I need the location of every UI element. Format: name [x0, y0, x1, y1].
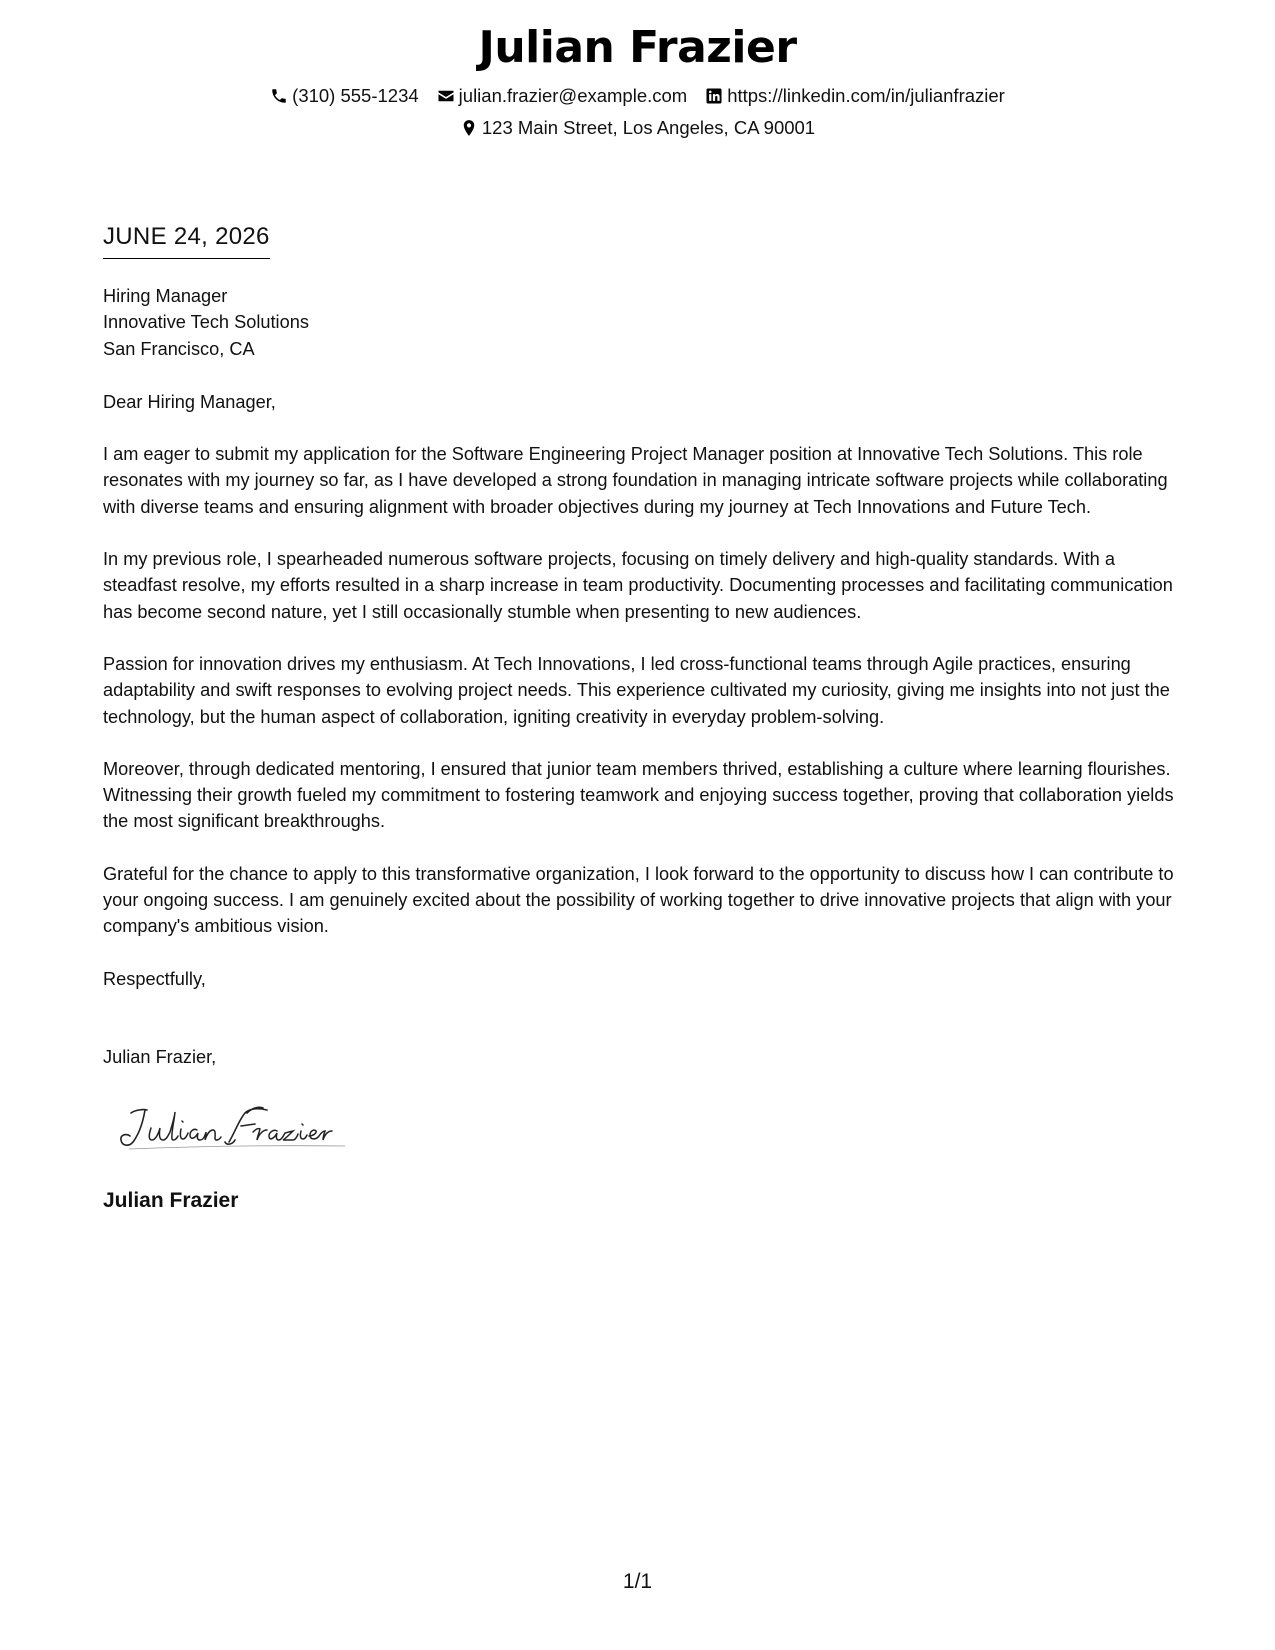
- contact-phone: [270, 84, 419, 108]
- closing: Respectfully,: [103, 968, 206, 989]
- recipient-title: Hiring Manager: [103, 286, 228, 306]
- body-paragraph: Grateful for the chance to apply to this transformative organization, I look forward to the opportunity to discuss how I can contribute to your ongoing success. I am genuinely excited about the possibility of working together to drive innovative projects that align with your company's ambitious vision.: [103, 863, 1174, 937]
- address-row: [0, 116, 1275, 140]
- letter-header: [0, 22, 1275, 140]
- body-paragraph: In my previous role, I spearheaded numerous software projects, focusing on timely delivery and high-quality standards. With a steadfast resolve, my efforts resulted in a sharp increase in team productivity. Documenting processes and facilitating communication has become second nature, yet I still occasionally stumble when presenting to new audiences.: [103, 549, 1173, 622]
- printed-name: Julian Frazier: [103, 1188, 239, 1212]
- salutation: Dear Hiring Manager,: [103, 391, 276, 412]
- applicant-name: Julian Frazier: [478, 22, 797, 73]
- date-block: [103, 222, 270, 259]
- linkedin-icon: [705, 87, 723, 105]
- address-text: 123 Main Street, Los Angeles, CA 90001: [481, 117, 816, 138]
- body-paragraph: I am eager to submit my application for the Software Engineering Project Manager position at Innovative Tech Solutions. This role resonates with my journey so far, as I have developed a strong foundation in managing intricate software projects while collaborating with diverse teams and ensuring alignment with broader objectives during my journey at Tech Innovations and Future Tech.: [103, 444, 1168, 517]
- recipient-location: San Francisco, CA: [103, 338, 255, 359]
- phone-text: (310) 555-1234: [292, 85, 419, 106]
- envelope-icon: [437, 87, 455, 105]
- letter-date: JUNE 24, 2026: [103, 222, 270, 259]
- letter-body: [103, 283, 1178, 1214]
- email-link[interactable]: julian.frazier@example.com: [458, 85, 688, 106]
- page-number: 1/1: [622, 1570, 653, 1593]
- linkedin-link[interactable]: https://linkedin.com/in/julianfrazier: [727, 85, 1005, 106]
- body-paragraph: Moreover, through dedicated mentoring, I ensured that junior team members thrived, establishing a culture where learning flourishes. Witnessing their growth fueled my commitment to fostering teamwork and enjoying success together, proving that collaboration yields the most significant breakthroughs.: [103, 758, 1174, 832]
- contact-address: [460, 116, 815, 140]
- contact-email[interactable]: [437, 84, 688, 108]
- contact-linkedin[interactable]: [705, 84, 1005, 108]
- map-pin-icon: [460, 119, 478, 137]
- phone-icon: [270, 87, 288, 105]
- recipient-block: [103, 283, 1178, 362]
- recipient-company: Innovative Tech Solutions: [103, 312, 309, 333]
- handwritten-signature: [117, 1100, 357, 1152]
- contact-row: [0, 84, 1275, 108]
- body-paragraph: Passion for innovation drives my enthusiasm. At Tech Innovations, I led cross-functional teams through Agile practices, ensuring adaptability and swift responses to evolving project needs. This experience cultivated my curiosity, giving me insights into not just the technology, but the human aspect of collaboration, igniting creativity in everyday problem-solving.: [103, 653, 1170, 727]
- signoff-name: Julian Frazier,: [103, 1046, 217, 1067]
